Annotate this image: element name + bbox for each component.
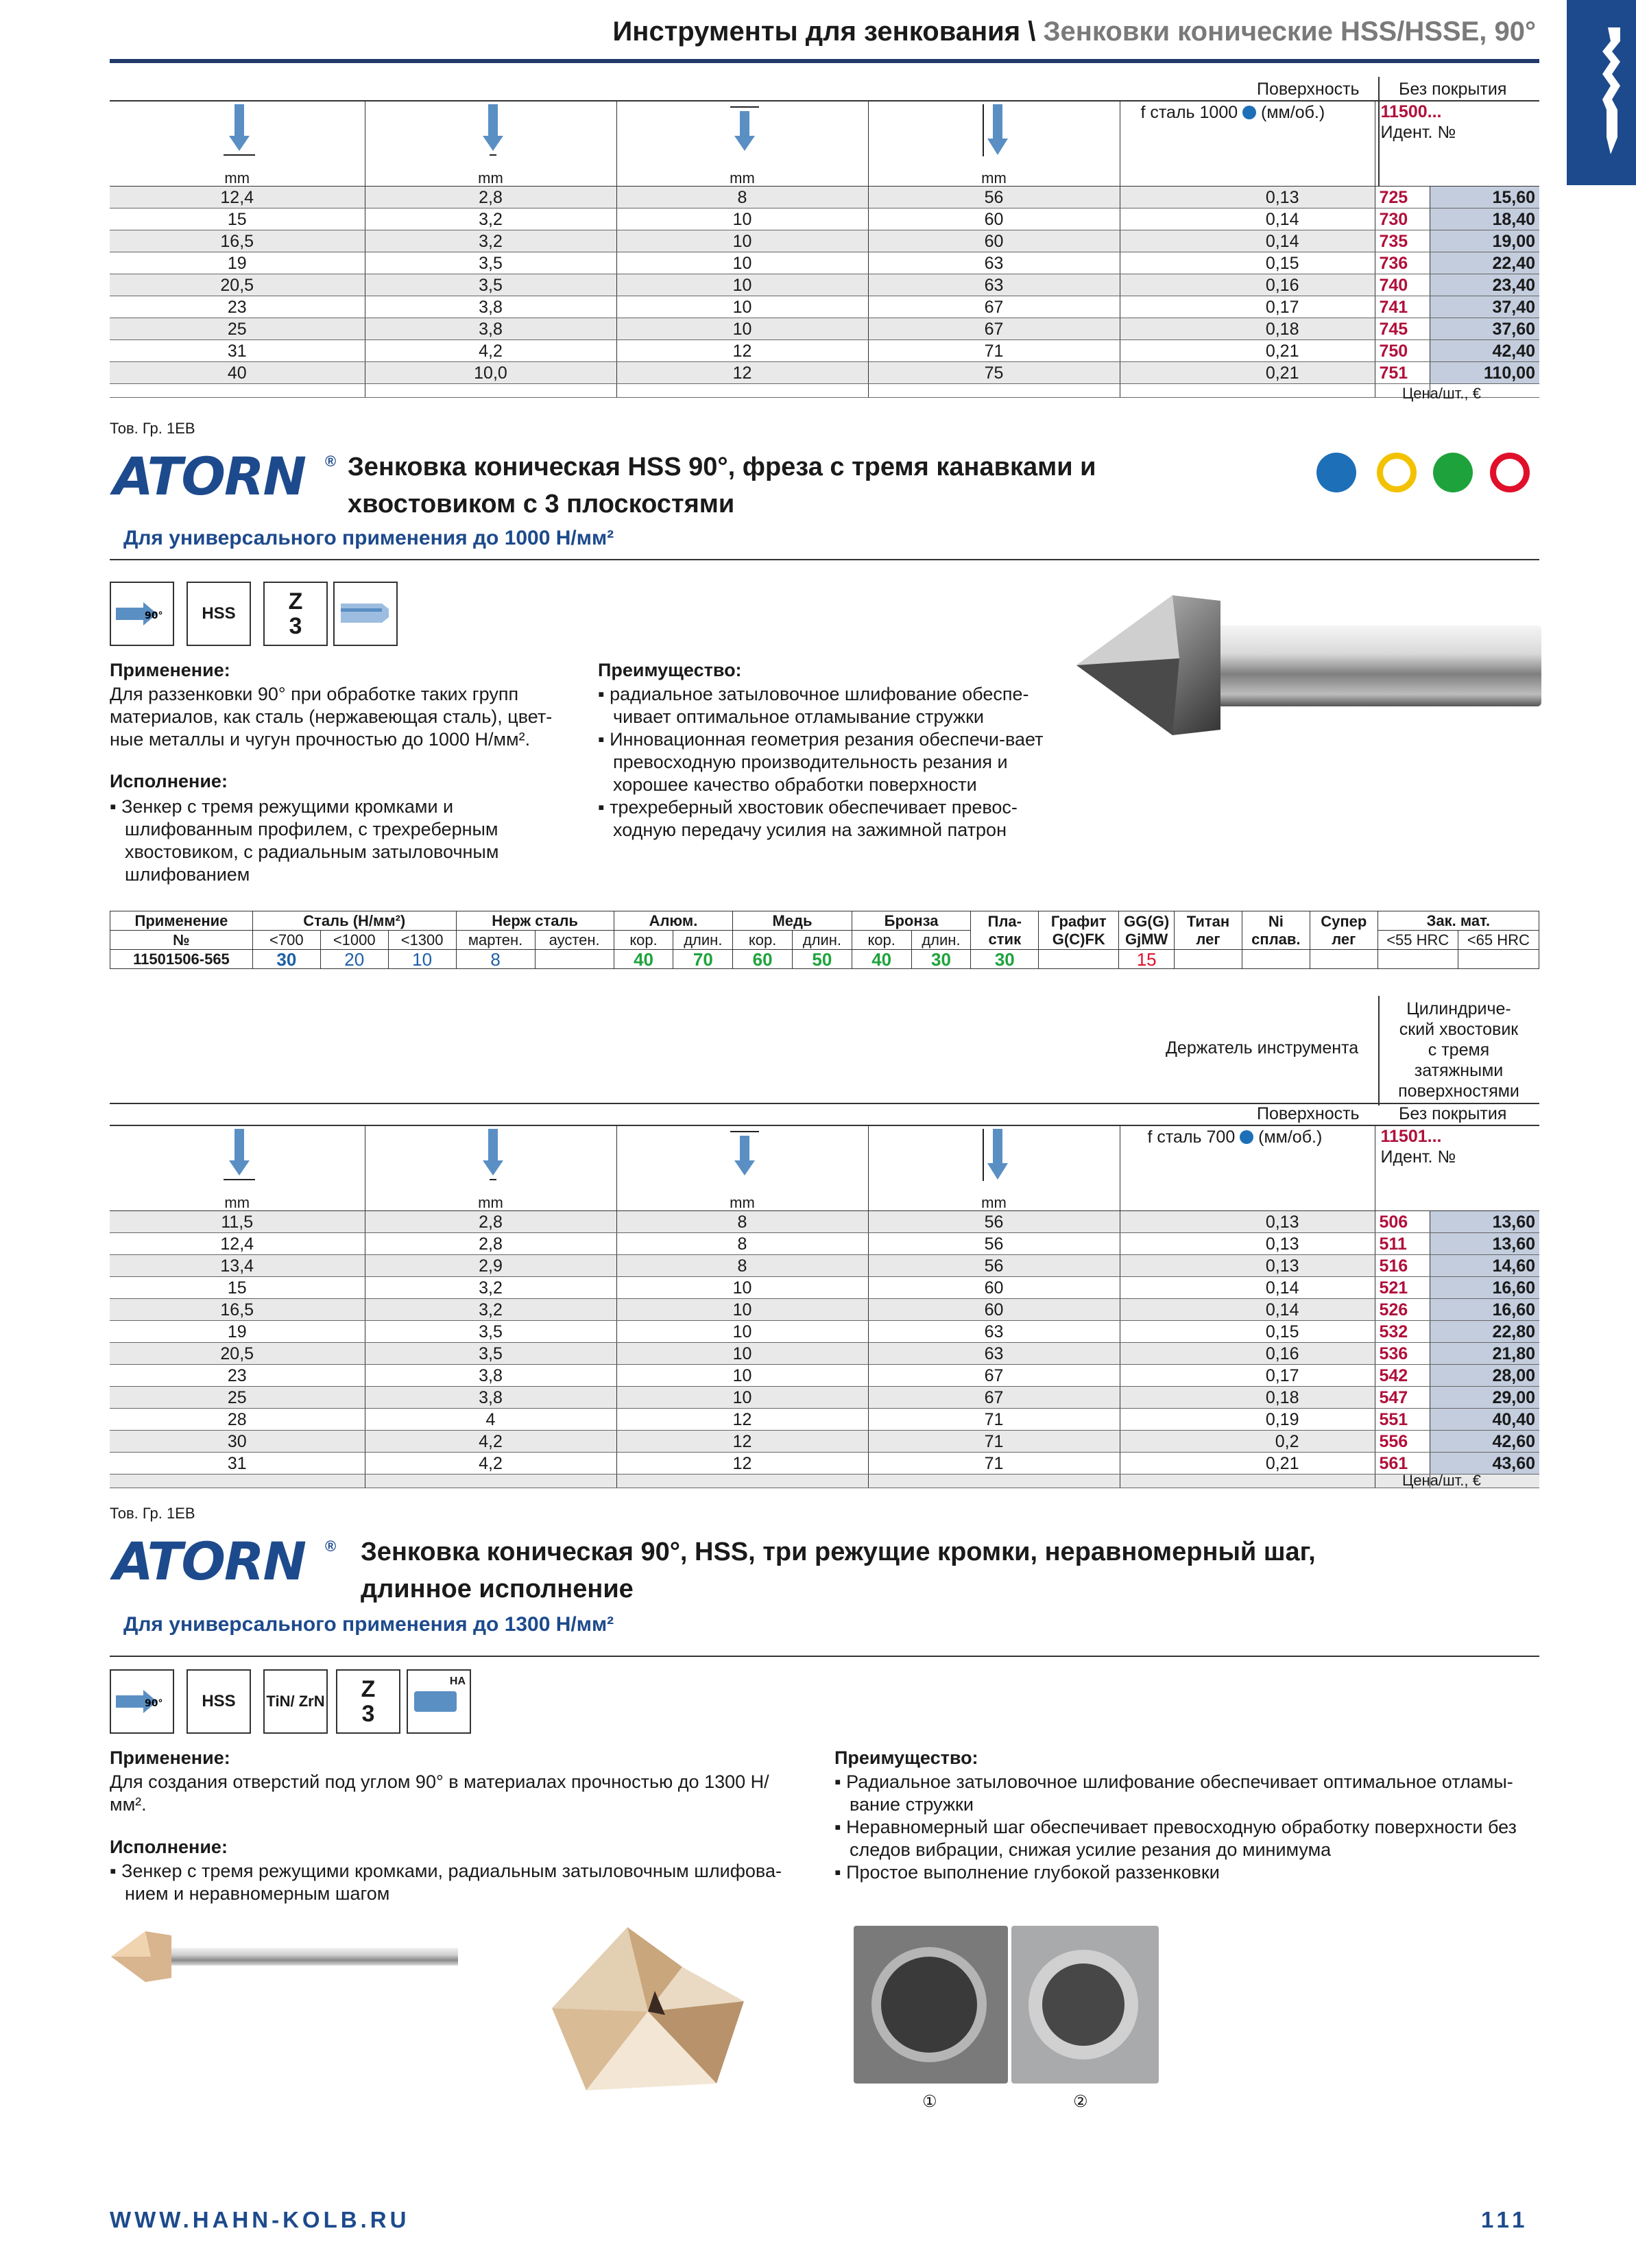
hole-diameter-cell: 4,2	[365, 1431, 616, 1453]
price-cell: 18,40	[1430, 208, 1539, 230]
price-cell: 37,40	[1430, 296, 1539, 318]
hole-diameter-cell: 2,8	[365, 1233, 616, 1255]
product-title-2: Зенковка коническая 90°, HSS, три режущие кромки, неравномерный шаг, длинное исполнение	[361, 1538, 1316, 1603]
surface-value-2: Без покрытия	[1399, 1104, 1507, 1123]
ident-number-cell: 740	[1375, 274, 1430, 296]
price-note-2: Цена/шт., €	[1402, 1472, 1481, 1489]
page-header-title	[110, 16, 1536, 47]
section-tab	[1567, 0, 1636, 185]
price-cell: 23,40	[1430, 274, 1539, 296]
atorn-logo-2: ATORN	[113, 1531, 306, 1592]
shank-diameter-cell: 10	[616, 274, 868, 296]
execution-list-1: ▪ Зенкер с тремя режущими кромками и шлифованным профилем, с трехреберным хвостовиком, с радиальным затыловочным шлифованием	[110, 796, 535, 886]
ident-number-cell: 536	[1375, 1343, 1430, 1365]
ident-number-cell: 526	[1375, 1299, 1430, 1321]
feed-cell: 0,17	[1120, 296, 1375, 318]
countersink-diameter-icon	[222, 102, 256, 166]
feed-cell: 0,18	[1120, 1387, 1375, 1409]
feed-unit: (мм/об.)	[1261, 103, 1325, 122]
total-length-icon	[979, 1126, 1013, 1191]
steel-dot-icon	[1240, 1130, 1253, 1144]
table-row	[110, 1255, 1539, 1277]
table-row	[110, 274, 1539, 296]
ident-number-cell: 542	[1375, 1365, 1430, 1387]
price-cell: 40,40	[1430, 1409, 1539, 1431]
total-length-cell: 71	[868, 340, 1120, 362]
total-length-cell: 60	[868, 208, 1120, 230]
application-table: Применение Сталь (Н/мм²) Нерж сталь Алюм. Медь Бронза Пла- стик Графит G(C)FK GG(G) GjMW Титан лег Ni сплав. Супер лег Зак. мат. № <700 <1000 <1300 мартен. аустен. кор. длин. кор. длин. кор. длин. <55 HRC <65 HRC 11501506-565 30 20 10 8 40 70 60 50 40 30 30 15	[110, 911, 1539, 969]
header-rule	[110, 59, 1539, 63]
hole-diameter-cell: 3,8	[365, 296, 616, 318]
shank-three-flats-icon	[333, 582, 398, 646]
long-countersink-photo	[110, 1926, 459, 1988]
execution-list-2: ▪ Зенкер с тремя режущими кромками, радиальным затыловочным шлифова-нием и неравномерным шагом	[110, 1860, 823, 1905]
table-row	[110, 252, 1539, 274]
price-cell: 14,60	[1430, 1255, 1539, 1277]
total-length-icon	[979, 102, 1013, 166]
table-row	[110, 1453, 1539, 1475]
table-row	[110, 1343, 1539, 1365]
hole-diameter-cell: 3,8	[365, 1365, 616, 1387]
table-row	[110, 1365, 1539, 1387]
dim-shank-head-2: mm	[616, 1126, 868, 1211]
countersink-diameter-cell: 19	[110, 1321, 365, 1343]
shank-diameter-cell: 12	[616, 340, 868, 362]
feed-cell: 0,2	[1120, 1431, 1375, 1453]
header-sub: Зенковки конические HSS/HSSE, 90°	[1043, 16, 1536, 47]
table-row	[110, 318, 1539, 340]
hole-diameter-cell: 3,2	[365, 1299, 616, 1321]
ident-number-cell: 506	[1375, 1211, 1430, 1233]
photo-label-2: ②	[1073, 2092, 1088, 2111]
hole-diameter-cell: 4,2	[365, 1453, 616, 1475]
table-row	[110, 1431, 1539, 1453]
ident-number-cell: 556	[1375, 1431, 1430, 1453]
countersink-diameter-icon	[222, 1126, 256, 1191]
countersink-diameter-cell: 20,5	[110, 274, 365, 296]
article-prefix: 11500...	[1380, 102, 1442, 121]
photo-label-1: ①	[922, 2092, 937, 2111]
countersink-diameter-cell: 25	[110, 318, 365, 340]
hole-diameter-cell: 4,2	[365, 340, 616, 362]
countersink-front-view-photo	[545, 1926, 751, 2097]
shank-diameter-cell: 12	[616, 362, 868, 384]
price-cell: 13,60	[1430, 1211, 1539, 1233]
feed-cell: 0,17	[1120, 1365, 1375, 1387]
execution-heading-2: Исполнение:	[110, 1837, 228, 1857]
price-cell: 42,40	[1430, 340, 1539, 362]
product-group-1: Тов. Гр. 1EB	[110, 420, 195, 437]
feed-head	[1120, 102, 1375, 187]
feed-cell: 0,13	[1120, 1211, 1375, 1233]
ident-number-cell: 521	[1375, 1277, 1430, 1299]
ident-number-cell: 547	[1375, 1387, 1430, 1409]
total-length-cell: 56	[868, 1211, 1120, 1233]
price-cell: 22,80	[1430, 1321, 1539, 1343]
hss-icon: HSS	[187, 582, 251, 646]
ident-number-cell: 551	[1375, 1409, 1430, 1431]
price-cell: 29,00	[1430, 1387, 1539, 1409]
advantage-heading-1: Преимущество:	[598, 660, 742, 680]
article-head	[1375, 102, 1539, 187]
feed-cell: 0,21	[1120, 340, 1375, 362]
feed-cell: 0,16	[1120, 274, 1375, 296]
holder-label: Держатель инструмента	[1166, 1038, 1359, 1058]
total-length-cell: 56	[868, 187, 1120, 208]
dim-length-head	[868, 102, 1120, 187]
ident-number-cell: 730	[1375, 208, 1430, 230]
total-length-cell: 60	[868, 1277, 1120, 1299]
drill-icon	[1567, 0, 1636, 185]
countersink-diameter-cell: 13,4	[110, 1255, 365, 1277]
surface-label-2: Поверхность	[1257, 1104, 1360, 1123]
hole-diameter-cell: 2,9	[365, 1255, 616, 1277]
countersink-diameter-cell: 11,5	[110, 1211, 365, 1233]
shank-diameter-cell: 10	[616, 230, 868, 252]
total-length-cell: 67	[868, 1365, 1120, 1387]
shank-diameter-cell: 10	[616, 1343, 868, 1365]
material-dot-green	[1433, 453, 1473, 492]
price-cell: 28,00	[1430, 1365, 1539, 1387]
shank-diameter-cell: 8	[616, 1233, 868, 1255]
surface-value: Без покрытия	[1399, 80, 1507, 99]
total-length-cell: 75	[868, 362, 1120, 384]
z3-icon: Z 3	[263, 582, 328, 646]
feed-cell: 0,19	[1120, 1409, 1375, 1431]
shank-diameter-cell: 10	[616, 1365, 868, 1387]
feed-cell: 0,18	[1120, 318, 1375, 340]
shank-diameter-cell: 10	[616, 318, 868, 340]
feed-cell: 0,14	[1120, 1277, 1375, 1299]
table-row	[110, 1277, 1539, 1299]
countersink-product-photo	[1076, 590, 1543, 741]
ident-number-cell: 725	[1375, 187, 1430, 208]
shank-ha-icon: HA	[407, 1669, 471, 1734]
countersink-diameter-cell: 40	[110, 362, 365, 384]
price-cell: 22,40	[1430, 252, 1539, 274]
advantage-list-2: ▪ Радиальное затыловочное шлифование обеспечивает оптимальное отламы-вание стружки ▪ Неравномерный шаг обеспечивает превосходную обработку поверхности без следов вибрации, снижая усилие резания до минимума ▪ Простое выполнение глубокой раззенковки	[834, 1771, 1541, 1884]
dim-shank-head	[616, 102, 868, 187]
z3-icon-2: Z 3	[336, 1669, 400, 1734]
countersink-diameter-cell: 12,4	[110, 187, 365, 208]
execution-heading-1: Исполнение:	[110, 771, 228, 791]
total-length-cell: 71	[868, 1431, 1120, 1453]
surface-photo-2	[1011, 1926, 1159, 2084]
footer-url-link[interactable]: WWW.HAHN-KOLB.RU	[110, 2207, 410, 2232]
shank-diameter-cell: 8	[616, 1255, 868, 1277]
shank-diameter-cell: 10	[616, 252, 868, 274]
material-dot-red	[1490, 453, 1530, 492]
registered-mark-2: ®	[325, 1538, 337, 1555]
shank-diameter-cell: 10	[616, 1299, 868, 1321]
application-text-2: Для создания отверстий под углом 90° в материалах прочностью до 1300 Н/ мм².	[110, 1771, 769, 1815]
shank-diameter-cell: 12	[616, 1431, 868, 1453]
advantage-list-1: ▪ радиальное затыловочное шлифование обеспе-чивает оптимальное отламывание стружки ▪ Инновационная геометрия резания обеспечи-вает превосходную производительность резания и хорошее качество обработки поверхности ▪ трехреберный хвостовик обеспечивает превос-ходную передачу усилия на зажимной патрон	[598, 683, 1064, 841]
dim-length-head-2: mm	[868, 1126, 1120, 1211]
table-row	[110, 1233, 1539, 1255]
shank-diameter-cell: 10	[616, 296, 868, 318]
feed-cell: 0,13	[1120, 187, 1375, 208]
surface-label: Поверхность	[1257, 80, 1360, 99]
price-cell: 13,60	[1430, 1233, 1539, 1255]
unit-mm: mm	[478, 169, 503, 187]
price-cell: 21,80	[1430, 1343, 1539, 1365]
application-heading-2: Применение:	[110, 1747, 230, 1768]
table-row	[110, 1409, 1539, 1431]
hole-diameter-cell: 3,5	[365, 274, 616, 296]
ident-number-cell: 516	[1375, 1255, 1430, 1277]
countersink-diameter-cell: 16,5	[110, 230, 365, 252]
total-length-cell: 63	[868, 252, 1120, 274]
unit-mm: mm	[224, 169, 250, 187]
shank-diameter-icon	[727, 102, 762, 166]
shank-diameter-cell: 8	[616, 1211, 868, 1233]
feed-cell: 0,14	[1120, 230, 1375, 252]
price-cell: 16,60	[1430, 1277, 1539, 1299]
svg-text:90°: 90°	[145, 610, 163, 621]
hole-diameter-cell: 3,2	[365, 230, 616, 252]
hole-diameter-cell: 3,8	[365, 1387, 616, 1409]
ident-number-cell: 751	[1375, 362, 1430, 384]
svg-text:90°: 90°	[145, 1698, 163, 1709]
countersink-diameter-cell: 23	[110, 296, 365, 318]
table-row	[110, 1321, 1539, 1343]
total-length-cell: 56	[868, 1233, 1120, 1255]
countersink-diameter-cell: 15	[110, 208, 365, 230]
table-row	[110, 296, 1539, 318]
table-row	[110, 362, 1539, 384]
countersink-diameter-cell: 15	[110, 1277, 365, 1299]
price-cell: 110,00	[1430, 362, 1539, 384]
unit-mm: mm	[730, 169, 755, 187]
feed-cell: 0,14	[1120, 208, 1375, 230]
table-row	[110, 208, 1539, 230]
price-cell: 19,00	[1430, 230, 1539, 252]
unit-mm: mm	[981, 169, 1007, 187]
ident-number-cell: 561	[1375, 1453, 1430, 1475]
ident-number-cell: 736	[1375, 252, 1430, 274]
countersink-diameter-cell: 19	[110, 252, 365, 274]
countersink-diameter-cell: 12,4	[110, 1233, 365, 1255]
table-row	[110, 1211, 1539, 1233]
application-heading-1: Применение:	[110, 660, 230, 680]
shank-diameter-cell: 12	[616, 1409, 868, 1431]
product-table-1	[110, 102, 1539, 398]
material-dot-steel	[1316, 453, 1356, 492]
price-note-1: Цена/шт., €	[1402, 385, 1481, 402]
total-length-cell: 63	[868, 1321, 1120, 1343]
hole-diameter-cell: 4	[365, 1409, 616, 1431]
hole-diameter-cell: 3,5	[365, 1321, 616, 1343]
ident-label: Идент. №	[1380, 123, 1456, 142]
hole-diameter-icon	[476, 1126, 510, 1191]
hole-diameter-cell: 2,8	[365, 1211, 616, 1233]
header-main: Инструменты для зенкования \	[612, 16, 1044, 47]
shank-diameter-cell: 10	[616, 1277, 868, 1299]
angle-90-icon	[110, 582, 174, 646]
price-cell: 43,60	[1430, 1453, 1539, 1475]
total-length-cell: 71	[868, 1409, 1120, 1431]
countersink-diameter-cell: 16,5	[110, 1299, 365, 1321]
ident-number-cell: 745	[1375, 318, 1430, 340]
shank-diameter-cell: 10	[616, 1321, 868, 1343]
hole-diameter-cell: 2,8	[365, 187, 616, 208]
countersink-diameter-cell: 23	[110, 1365, 365, 1387]
price-cell: 42,60	[1430, 1431, 1539, 1453]
countersink-diameter-cell: 31	[110, 340, 365, 362]
holder-value: Цилиндриче- ский хвостовик с тремя затяжными поверхностями	[1398, 999, 1519, 1101]
total-length-cell: 71	[868, 1453, 1120, 1475]
total-length-cell: 67	[868, 296, 1120, 318]
atorn-logo: ATORN	[113, 446, 306, 507]
ident-number-cell: 532	[1375, 1321, 1430, 1343]
hss-icon-2: HSS	[187, 1669, 251, 1734]
total-length-cell: 67	[868, 318, 1120, 340]
hole-diameter-cell: 3,5	[365, 252, 616, 274]
price-cell: 37,60	[1430, 318, 1539, 340]
total-length-cell: 56	[868, 1255, 1120, 1277]
hole-diameter-icon	[476, 102, 510, 166]
table-row	[110, 187, 1539, 208]
dim-d1-head	[110, 102, 365, 187]
countersink-diameter-cell: 20,5	[110, 1343, 365, 1365]
table-row	[110, 1299, 1539, 1321]
total-length-cell: 60	[868, 1299, 1120, 1321]
product-table-2	[110, 1126, 1539, 1488]
dim-d2-head-2: mm	[365, 1126, 616, 1211]
advantage-heading-2: Преимущество:	[834, 1747, 978, 1768]
registered-mark: ®	[325, 453, 337, 470]
countersink-diameter-cell: 30	[110, 1431, 365, 1453]
angle-90-icon-2	[110, 1669, 174, 1734]
price-cell: 15,60	[1430, 187, 1539, 208]
total-length-cell: 63	[868, 274, 1120, 296]
hole-diameter-cell: 3,5	[365, 1343, 616, 1365]
ident-number-cell: 741	[1375, 296, 1430, 318]
feed-cell: 0,13	[1120, 1233, 1375, 1255]
feed-cell: 0,14	[1120, 1299, 1375, 1321]
table-row	[110, 230, 1539, 252]
shank-diameter-cell: 10	[616, 208, 868, 230]
price-cell: 16,60	[1430, 1299, 1539, 1321]
feed-label: f сталь 1000	[1140, 103, 1238, 122]
hole-diameter-cell: 3,2	[365, 208, 616, 230]
ident-number-cell: 511	[1375, 1233, 1430, 1255]
table-row	[110, 340, 1539, 362]
table-row	[110, 1387, 1539, 1409]
countersink-diameter-cell: 28	[110, 1409, 365, 1431]
product-group-2: Тов. Гр. 1EB	[110, 1505, 195, 1522]
shank-diameter-cell: 8	[616, 187, 868, 208]
article-head-2: 11501... Идент. №	[1375, 1126, 1539, 1211]
feed-cell: 0,13	[1120, 1255, 1375, 1277]
dim-d1-head-2: mm	[110, 1126, 365, 1211]
product-title-1: Зенковка коническая HSS 90°, фреза с тремя канавками и хвостовиком с 3 плоскостями	[348, 453, 1096, 518]
ident-number-cell: 750	[1375, 340, 1430, 362]
product-subtitle-1: Для универсального применения до 1000 Н/мм²	[123, 527, 614, 549]
material-dot-yellow	[1377, 453, 1417, 492]
total-length-cell: 67	[868, 1387, 1120, 1409]
dim-d2-head	[365, 102, 616, 187]
total-length-cell: 60	[868, 230, 1120, 252]
ident-number-cell: 735	[1375, 230, 1430, 252]
shank-diameter-cell: 12	[616, 1453, 868, 1475]
feed-cell: 0,15	[1120, 252, 1375, 274]
feed-cell: 0,21	[1120, 362, 1375, 384]
countersink-diameter-cell: 31	[110, 1453, 365, 1475]
steel-dot-icon	[1242, 106, 1256, 119]
page-number: 111	[1481, 2207, 1529, 2232]
total-length-cell: 63	[868, 1343, 1120, 1365]
hole-diameter-cell: 10,0	[365, 362, 616, 384]
hole-diameter-cell: 3,2	[365, 1277, 616, 1299]
application-text-1: Для раззенковки 90° при обработке таких групп материалов, как сталь (нержавеющая сталь), цвет- ные металлы и чугун прочностью до 1000 Н/мм².	[110, 684, 553, 750]
feed-cell: 0,15	[1120, 1321, 1375, 1343]
surface-photo-1	[854, 1926, 1008, 2084]
hole-diameter-cell: 3,8	[365, 318, 616, 340]
shank-diameter-icon	[727, 1126, 762, 1191]
shank-diameter-cell: 10	[616, 1387, 868, 1409]
feed-cell: 0,16	[1120, 1343, 1375, 1365]
coating-icon: TiN/ ZrN	[263, 1669, 328, 1734]
feed-head-2: f сталь 700 (мм/об.)	[1120, 1126, 1375, 1211]
countersink-diameter-cell: 25	[110, 1387, 365, 1409]
product-subtitle-2: Для универсального применения до 1300 Н/мм²	[123, 1613, 614, 1636]
feed-cell: 0,21	[1120, 1453, 1375, 1475]
